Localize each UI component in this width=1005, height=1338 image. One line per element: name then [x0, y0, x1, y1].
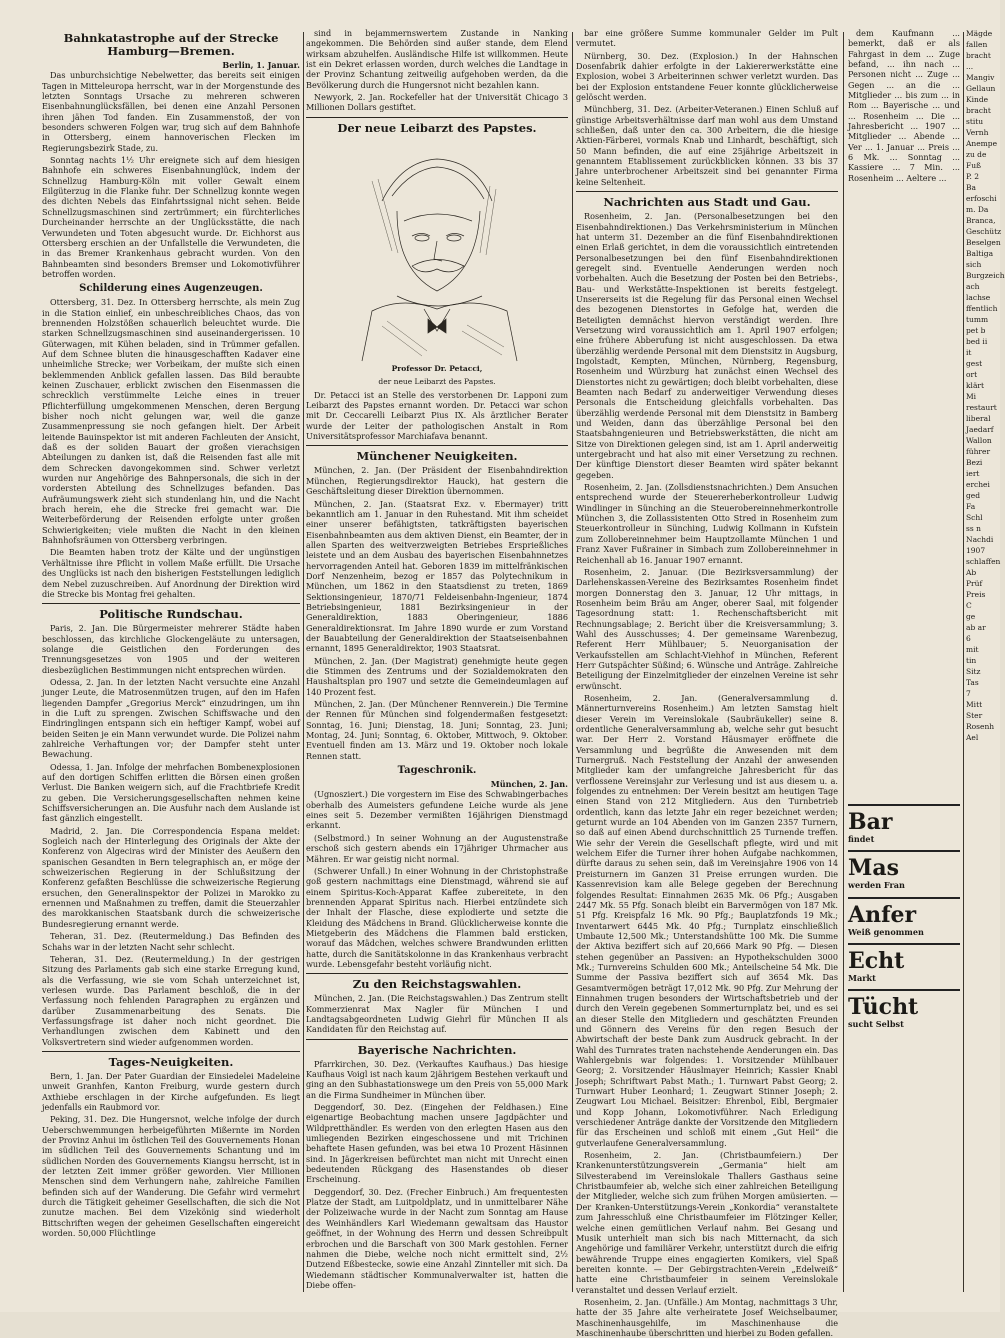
article-paragraph: Die Beamten haben trotz der Kälte und der ungünstigen Verhältnisse ihre Pflicht in vollem Maße erfüllt. Die Ursache des Unglücks ist nach den bisherigen Feststellungen lediglich dem Nebel zuzuschreiben. Auf Anordnung der Direktion wird die Strecke bis Montag frei gehalten.	[42, 547, 300, 599]
article-paragraph: bar eine größere Summe kommunaler Gelder im Pult vermutet.	[576, 28, 838, 49]
column-rule	[843, 32, 844, 1292]
cropped-line: erchei	[966, 480, 990, 489]
cropped-line: ab ar	[966, 623, 986, 632]
cropped-line: Mangiv	[966, 73, 995, 82]
section-divider	[306, 445, 568, 446]
headline-leibarzt: Der neue Leibarzt des Papstes.	[337, 120, 537, 135]
headline-muenchener-neuigkeiten: Münchener Neuigkeiten.	[356, 449, 518, 464]
dateline: München, 2. Jan.	[490, 779, 568, 790]
article-paragraph: Bern, 1. Jan. Der Pater Guardian der Einsiedelei Madeleine unweit Granhfen, Kanton Freiburg, wurde gestern durch Axthiebe erschlagen in der Kirche aufgefunden. Es liegt jedenfalls ein Raubmord vor.	[42, 1070, 300, 1112]
cropped-line: gest	[966, 359, 983, 368]
ad-text: Weiß genommen	[848, 926, 924, 937]
cropped-line: bed ii	[966, 337, 988, 346]
cropped-line: Nachdi	[966, 535, 994, 544]
ad-heading: Bar	[848, 809, 893, 835]
cropped-line: Gellaun	[966, 84, 996, 93]
headline-reichstagswahlen: Zu den Reichstagswahlen.	[352, 977, 522, 992]
cropped-line: mit	[966, 645, 979, 654]
cropped-line: Beselgen	[966, 238, 1001, 247]
cropped-line: tumm	[966, 315, 989, 324]
article-paragraph: Rosenheim, 2. Jan. (Christbaumfeiern.) Der Krankenunterstützungsverein „Germania“ hielt am Silvesterabend im Vereinslokale Thallers Gasthaus seine Christbaumfeier ab, welche sich einer zahlreichen Beteiligung der Mitglieder, welche sich zum frühen Morgen amüsierten. — Der Kranken-Unterstützungs-Verein „Konkordia“ veranstaltete zum Jahresschluß eine Christbaumfeier im Flötzinger Keller, welche einen gemütlichen Verlauf nahm. Bei Gesang und Musik unterhielt man sich bis nach Mitternacht, da sich Angehörige und familiärer Verkehr, unterstützt durch die eifrig bewährende Truppe eines engagierten Komikers, viel Spaß bereiten konnte. — Der Gebirgstrachten-Verein „Edelweiß“ hatte eine Christbaumfeier in seinem Vereinslokale veranstaltet und dessen Verlauf erzielt.	[576, 1150, 838, 1295]
article-paragraph: (Selbstmord.) In seiner Wohnung an der Augustenstraße erschoß sich gestern abends ein 17jähriger Uhrmacher aus Mähren. Er war geistig nicht normal.	[306, 832, 568, 864]
cropped-line: C	[966, 601, 972, 610]
article-paragraph: München, 2. Jan. (Die Reichstagswahlen.) Das Zentrum stellt Kommerzienrat Max Nagler für München I und Landtagsabgeordneten Ludwig Giehrl für München II als Kandidaten für den Reichstag auf.	[306, 993, 568, 1035]
cropped-line: klärt	[966, 381, 985, 390]
article-paragraph: (Ugnosziert.) Die vorgestern im Eise des Schwabingerbaches oberhalb des Aumeisters gefundene Leiche wurde als jene eines seit 5. Dezember vermißten 16jährigen Dienstmagd erkannt.	[306, 789, 568, 831]
cropped-line: Fuß	[966, 161, 982, 170]
cropped-line: iert	[966, 469, 980, 478]
cropped-line: Geschütz	[966, 227, 1002, 236]
article-paragraph: Peking, 31. Dez. Die Hungersnot, welche infolge der durch Ueberschwemmungen herbeigeführten Mißernte im Norden der Provinz Anhui im östlichen Teil des Gouvernements Honan im südlichen Teil des Gouvernements Schantung und im südlichen Norden des Gouvernements Kiangsu herrscht, ist in der letzten Zeit immer größer geworden. Vier Millionen Menschen sind dem Verhungern nahe, zahlreiche Familien befinden sich auf der Wanderung. Die Gefahr wird vermehrt durch die Tätigkeit geheimer Gesellschaften, die sich die Not zunutze machen. Bei dem Vizekönig sind wiederholt Bittschriften wegen der geheimen Gesellschaften eingereicht worden. 50,000 Flüchtlinge	[42, 1114, 300, 1239]
advertisement	[848, 897, 960, 937]
advertisement	[848, 989, 960, 1029]
cropped-line: Tas	[966, 678, 979, 687]
article-paragraph: Madrid, 2. Jan. Die Correspondencia Espana meldet: Sogleich nach der Hinterlegung des Originals der Akte der Konferenz von Algeciras wird der Minister des Aeußern den spanischen Gesandten in Bern telegraphisch an, er möge der schweizerischen Regierung in der Schlußsitzung der Konferenz gefaßten Beschlüsse die schweizerische Regierung ersuchen, den Generalinspektor der Polizei in Marokko zu ernennen und Maßnahmen zu treffen, damit die Steuerzahler des marokkanischen Staatsbank durch die schweizerische Bundesregierung ernannt werde.	[42, 825, 300, 929]
portrait-subcaption: der neue Leibarzt des Papstes.	[378, 376, 496, 386]
ad-heading: Anfer	[848, 901, 917, 928]
article-paragraph: Deggendorf, 30. Dez. (Eingehen der Feldhasen.) Eine eigenartige Beobachtung machen unsere Jagdpächter und Wildpretthändler. Es werden von den erlegten Hasen aus den umliegenden Bezirken eingeschossene und mit Trichinen behaftete Hasen gefunden, was bei etwa 10 Prozent Häsinnen sind. In Jägerkreisen befürchtet man nicht mit Unrecht einen bedeutenden Rückgang des Hasenstandes ob dieser Erscheinung.	[306, 1102, 568, 1185]
cropped-line: erfoschi	[966, 194, 997, 203]
cropped-line: 1907	[966, 546, 986, 555]
column-1	[42, 28, 300, 1304]
section-divider	[576, 191, 838, 192]
cropped-line: Baltiga	[966, 249, 994, 258]
article-paragraph: Odessa, 1. Jan. Infolge der mehrfachen Bombenexplosionen auf den dortigen Schiffen erlitten die Börsen einen großen Verlust. Die Banken weigern sich, auf die Frachtbriefe Kredit zu geben. Die Versicherungsgesellschaften nehmen keine Schiffsversicherungen an. Die Ausfuhr nach dem Auslande ist fast gänzlich eingestellt.	[42, 761, 300, 824]
article-paragraph: Deggendorf, 30. Dez. (Frecher Einbruch.) Am frequentesten Platze der Stadt, am Luitpoldplatz, und in unmittelbarer Nähe der Polizeiwache wurde in der Nacht zum Sonntag am Hause des Weinhändlers Karl Wiedemann gewaltsam das Haustor geöffnet, in der Wohnung des Herrn und dessen Schreibpult erbrochen und die Barschaft von 300 Mark gestohlen. Ferner nahmen die Diebe, welche noch nicht ermittelt sind, 2½ Dutzend Eßbestecke, sowie eine Anzahl Zinnteller mit sich. Da Wiedemann städtischer Kommunalverwalter ist, hatten die Diebe offen-	[306, 1186, 568, 1290]
cropped-line: ort	[966, 370, 978, 379]
cropped-line: liberal	[966, 414, 991, 423]
ad-text: sucht Selbst	[848, 1019, 904, 1030]
ad-heading: Echt	[848, 948, 905, 975]
headline-tages-neuigkeiten: Tages-Neuigkeiten.	[108, 1054, 234, 1069]
section-divider	[42, 603, 300, 604]
article-paragraph: Münchberg, 31. Dez. (Arbeiter-Veteranen.) Einen Schluß auf günstige Arbeitsverhältnisse darf man wohl aus dem Umstand schließen, daß unter den ca. 300 Arbeitern, die die hiesige Aktien-Färberei, vormals Knab und Linhardt, beschäftigt, sich 50 Mann befinden, die auf eine 25jährige Arbeitszeit in genanntem Etablissement zurückblicken können. 33 bis 37 Jahre unterbrochener Arbeitszeit sind bei genannter Firma keine Seltenheit.	[576, 104, 838, 187]
article-paragraph: München, 2. Jan. (Staatsrat Exz. v. Ebermayer) tritt bekanntlich am 1. Januar in den Ruhestand. Mit ihm scheidet einer unserer befähigtsten, tatkräftigsten bayerischen Eisenbahnbeamten aus dem aktiven Dienst, ein Beamter, der in allen Sparten des weitverzweigten Betriebes Ersprießliches leistete und an dem Ausbau des bayerischen Eisenbahnnetzes hervorragenden Anteil hat. Geboren 1839 im mittelfränkischen Dorf Nenzenheim, bezog er 1857 das Polytechnikum in München, um 1862 in den Staatsdienst zu treten, 1869 Sektionsingenieur, 1870/71 Feldeisenbahn-Ingenieur, 1874 Betriebsingenieur, 1881 Bezirksingenieur in der Generaldirektion, 1883 Oberingenieur, 1886 Generaldirektionsrat. Im Jahre 1890 wurde er zum Vorstand der Bauabteilung der Generaldirektion der Staatseisenbahnen ernannt, 1895 Generaldirektor, 1903 Staatsrat.	[306, 498, 568, 654]
article-paragraph: Rosenheim, 2. Jan. (Generalversammlung d. Männerturnvereins Rosenheim.) Am letzten Samstag hielt dieser Verein im Vereinslokale (Saubräukeller) seine 8. ordentliche Generalversammlung ab, welche sehr gut besucht war. Der Herr 2. Vorstand Häusmayer eröffnete die Versammlung und begrüßte die Anwesenden mit dem Turnergruß. Nach Feststellung der Anzahl der anwesenden Mitglieder kam der umfangreiche Jahresbericht für das verflossene Vereinsjahr zur Verlesung und ist aus diesem u. a. folgendes zu entnehmen: Der Verein besitzt am heutigen Tage einen Stand von 212 Mitgliedern. Aus den Turnbetrieb ordentlich, kann das letzte Jahr ein reger bezeichnet werden; geturnt wurde an 104 Abenden von im Ganzen 2357 Turnern, so daß auf einen Abend durchschnittlich 25 Turnende treffen. Wie sehr der Verein die Gesellschaft pflegte, wird und mit welchem Eifer die Turner ihrer hohen Aufgabe nachkommen, dürfte daraus zu sehen sein, daß im Vereinsjahre 1906 von 14 Preisturnern im Ganzen 31 Preise errungen wurden. Die Kassenrevision kam alle Belege gegeben der Berechnung folgendes Resultat: Einnahmen 2635 Mk. 06 Pfg.; Ausgaben 2447 Mk. 55 Pfg. Sonach bleibt ein Barvermögen von 187 Mk. 51 Pfg. Kreispfalz 16 Mk. 90 Pfg.; Bauplatzfonds 19 Mk.; Inventarwert 6445 Mk. 40 Pfg.; Turnplatz einschließlich Umbaute 12,500 Mk.; Unterstandshütte 100 Mk. Die Summe der Aktiva beziffert sich auf 20,666 Mark 90 Pfg. — Diesen stehen gegenüber an Passiven: an Hypothekschulden 3000 Mk.; Turnvereins Schulden 600 Mk.; Anteilscheine 54 Mk. Die Summe der Passiva beziffert sich auf 3654 Mk. Das Gesamtvermögen beträgt 17,012 Mk. 90 Pfg. Zur Mehrung der Einnahmen trugen besonders der Wirtschaftsbetrieb und der durch den Verein gegebenen Sommerturnplatz bei, und es sei an dieser Stelle den Mitgliedern und geschätzten Freunden und Gönnern des Vereins für den regen Besuch der Abwirtschaft der beste Dank zum Ausdruck gebracht. In der Wahl des Turnrates traten nachstehende Aenderungen ein. Das Wahlergebnis war folgendes: 1. Vorsitzender Mühlbauer Georg; 2. Vorsitzender Häuslmayer Heinrich; Kassier Knabl Joseph; Schriftwart Pabst Math.; 1. Turnwart Pabst Georg; 2. Turnwart Huber Leonhard; 1. Zeugwart Stinner Joseph; 2. Zeugwart Lou Michael. Beisitzer: Ehrenbol, Eibl, Bergmaier und Kopp Johann, Lokomotivführer. Nach Erledigung verschiedener Anträge dankte der Vorsitzende den Mitgliedern für das Erscheinen und schloß mit einem „Gut Heil“ die gutverlaufene Generalversammlung.	[576, 692, 838, 1148]
cropped-line: Mi	[966, 392, 977, 401]
article-paragraph: Pfarrkirchen, 30. Dez. (Verkauftes Kaufhaus.) Das hiesige Kaufhaus Voigl ist nach kaum 2jährigem Bestehen verkauft und ging an den Subhastationswege um den Preis von 55,000 Mark an die Firma Sundheimer in München über.	[306, 1058, 568, 1100]
ad-heading: Tücht	[848, 994, 919, 1021]
headline-augenzeuge: Schilderung eines Augenzeugen.	[79, 283, 263, 295]
article-paragraph: Nürnberg, 30. Dez. (Explosion.) In der Hahnschen Dosenfabrik dahier erfolgte in der Lakiererwerkstätte eine Explosion, wobei 3 Arbeiterinnen schwer verletzt wurden. Das bei der Explosion entstandene Feuer konnte glücklicherweise gelöscht werden.	[576, 50, 838, 103]
cropped-lines	[966, 72, 1005, 743]
cropped-line: Ael	[966, 733, 979, 742]
section-divider	[306, 973, 568, 974]
article-paragraph: Sonntag nachts 1½ Uhr ereignete sich auf dem hiesigen Bahnhofe ein schweres Eisenbahnunglück, indem der Schnellzug Hamburg-Köln mit voller Gewalt einem Eilgüterzug in die Flanke fuhr. Der Schnellzug konnte wegen des dichten Nebels das Einfahrtssignal nicht sehen. Beide Schnellzugsmaschinen sind zertrümmert; ein fürchterliches Durcheinander herrschte an der Unglücksstätte, die nach Verwundeten und Toten abgesucht wurde. Dr. Eichhorst aus Ottersberg erschien an der Unfallstelle die Verwundeten, die in das Bremer Krankenhaus gebracht wurden. Von den Bahnbeamten sind besonders Bremser und Lokomotivführer betroffen worden.	[42, 155, 300, 279]
article-paragraph: München, 2. Jan. (Der Präsident der Eisenbahndirektion München, Regierungsdirektor Hauck), hat gestern die Geschäftsleitung dieser Direktion übernommen.	[306, 465, 568, 497]
article-paragraph: Das unburchsichtige Nebelwetter, das bereits seit einigen Tagen in Mitteleuropa herrscht, war in der Morgenstunde des letzten Sonntags Ursache zu mehreren schweren Eisenbahnunglücksfällen, bei denen eine Anzahl Personen ihren jähen Tod fanden. Ein Zusammenstoß, der von besonders schweren Folgen war, trug sich auf dem Bahnhofe in Ottersberg, einem hannoverischen Flecken im Regierungsbezirk Stade, zu.	[42, 70, 300, 153]
cropped-line: lachse	[966, 293, 991, 302]
article-paragraph: Teheran, 31. Dez. (Reutermeldung.) In der gestrigen Sitzung des Parlaments gab sich eine starke Erregung kund, als die Verfassung, wie sie vom Schah unterzeichnet ist, verlesen wurde. Das Parlament beschloß, die in der Verfassung noch fehlenden Paragraphen zu ergänzen und darüber Zusammenarbeitung des Senats. Die Verfassungsfrage ist daher noch nicht geordnet. Die Verhandlungen zwischen dem Kabinett und den Volksvertretern sind wieder aufgenommen worden.	[42, 953, 300, 1047]
cropped-line: Vernh	[966, 128, 989, 137]
cropped-line: Ab	[966, 568, 977, 577]
cropped-line: stitu	[966, 117, 984, 126]
cropped-text: Mägde fallen bracht ...	[966, 29, 993, 71]
article-paragraph: Teheran, 31. Dez. (Reutermeldung.) Das Befinden des Schahs war in der letzten Nacht sehr schlecht.	[42, 931, 300, 952]
article-paragraph: München, 2. Jan. (Der Magistrat) genehmigte heute gegen die Stimmen des Zentrums und der Sozialdemokraten den Haushaltsplan pro 1907 und setzte die Gemeindeumlagen auf 140 Prozent fest.	[306, 655, 568, 697]
cropped-line: schlaffen	[966, 557, 1001, 566]
column-3	[576, 28, 838, 1338]
column-rule	[572, 32, 573, 1292]
article-paragraph: Ottersberg, 31. Dez. In Ottersberg herrschte, als mein Zug in die Station einlief, ein unbeschreibliches Chaos, das von brennenden Holzstößen schauerlich beleuchtet wurde. Die starken Schnellzugsmaschinen sind auseinandergerissen. 10 Güterwagen, mit Kühen beladen, sind in Trümmer gefallen. Auf dem Schnee bluten die hinausgeschafften Kadaver eine unheimliche Strecke; wer Vorbeikam, der mußte sich einen beklemmenden Anblick gefallen lassen. Das Bild beraubte keinen Zuschauer, erblickt zwischen den Eisenmassen die schrecklich verstümmelte Leiche eines in treuer Pflichterfüllung umgekommenen Menschen, deren Bergung bisher noch nicht gelungen war, weil die ganze Zusammenpressung sie noch gefangen hielt. Der Arbeit leitende Bauinspektor ist mit anderen Fachleuten der Ansicht, daß es der soliden Bauart der großen vierachsigen Abteilungen zu danken ist, daß die Reisenden fast alle mit dem Schrecken davongekommen sind. Schwer verletzt wurden nur Angehörige des Bahnpersonals, die sich in der vordersten Abteilung des Schnellzuges befanden. Das Aufräumungswerk zieht sich stundenlang hin, und die Nacht brach herein, ehe die Strecke frei gemacht war. Die Weiterbeförderung der Reisenden erfolgte unter großen Schwierigkeiten; viele mußten die Nacht in den kleinen Bahnhofsräumen von Ottersberg verbringen.	[42, 297, 300, 546]
advertisement	[848, 850, 960, 890]
cropped-line: Ba	[966, 183, 976, 192]
section-divider	[306, 117, 568, 118]
advertisement	[848, 943, 960, 983]
section-divider	[42, 1051, 300, 1052]
cropped-line: Wallon	[966, 436, 992, 445]
cropped-line: Fa	[966, 502, 976, 511]
article-paragraph: Paris, 2. Jan. Die Bürgermeister mehrerer Städte haben beschlossen, das kirchliche Glockengeläute zu untersagen, solange die Geistlichen den Forderungen des Trennungsgesetzes von 1905 und der weiteren diesbezüglichen Bestimmungen nicht entsprechen würden.	[42, 623, 300, 675]
article-paragraph: Rosenheim, 2. Jan. (Unfälle.) Am Montag, nachmittags 3 Uhr, hatte der 35 Jahre alte verheiratete Josef Weichselbaumer, Maschinenhausgehilfe, im Maschinenhause die Maschinenhaube überschritten und hierbei zu Boden gefallen.	[576, 1296, 838, 1338]
cropped-line: bracht	[966, 106, 991, 115]
article-paragraph: Odessa, 2. Jan. In der letzten Nacht versuchte eine Anzahl junger Leute, die Matrosenmützen trugen, auf den im Hafen liegenden Dampfer „Gregorius Merck“ einzudringen, um ihn in die Luft zu sprengen. Zwischen Schiffswache und den Eindringlingen entspann sich ein heftiger Kampf, wobei auf beiden Seiten je ein Mann verwundet wurde. Die Polizei nahm zahlreiche Verhaftungen vor; der Dampfer steht unter Bewachung.	[42, 676, 300, 760]
cropped-line: ss n	[966, 524, 981, 533]
cropped-line: Preis	[966, 590, 986, 599]
cropped-line: sich	[966, 260, 982, 269]
cropped-line: 7	[966, 689, 971, 698]
headline-bahnkatastrophe: Bahnkatastrophe auf der Strecke Hamburg—Bremen.	[63, 31, 279, 58]
article-paragraph: Dr. Petacci ist an Stelle des verstorbenen Dr. Lapponi zum Leibarzt des Papstes ernannt worden. Dr. Petacci war schon mit Dr. Ceccarelli Leibarzt Pius IX. Als ärztlicher Berater wurde der Leiter der pathologischen Anstalt in Rom Universitätsprofessor Marchiafava benannt.	[306, 389, 568, 442]
advertisement	[848, 804, 960, 844]
headline-tageschronik: Tageschronik.	[397, 765, 477, 777]
headline-stadt-und-gau: Nachrichten aus Stadt und Gau.	[603, 195, 811, 210]
cropped-text: dem Kaufmann ... bemerkt, daß er als Fahrgast in dem ... Zuge befand, ... ihn nach ... Personen nicht ... Zuge ... Gegen ... an die ... Mitglieder ... bis zum ... in Rom ... Bayerische ... und ... Rosenheim ... Die ... Jahresbericht ... 1907 ... Mitglieder ... Abende ... Ver ... 1. Januar ... Preis ... 6 Mk. ... Sonntag ... Kassiere ... 7 Min. ... Rosenheim ... Aeltere ...	[848, 28, 960, 183]
cropped-line: ge	[966, 612, 976, 621]
cropped-line: P. 2	[966, 172, 980, 181]
headline-politische-rundschau: Politische Rundschau.	[99, 607, 243, 622]
cropped-line: Burgzeich	[966, 271, 1005, 280]
cropped-line: tin	[966, 656, 977, 665]
column-rule	[963, 32, 964, 1292]
cropped-line: Schl	[966, 513, 983, 522]
ad-text: Markt	[848, 973, 876, 984]
article-paragraph: München, 2. Jan. (Der Münchener Rennverein.) Die Termine der Rennen für München sind folgendermaßen festgesetzt: Sonntag, 16. Juni; Dienstag, 18. Juni; Sonntag, 23. Juni; Montag, 24. Juni; Sonntag, 6. Oktober, Mittwoch, 9. Oktober. Eventuell finden am 13. März und 19. Oktober noch lokale Rennen statt.	[306, 699, 568, 761]
cropped-line: Kinde	[966, 95, 989, 104]
column-2	[306, 28, 568, 1304]
ad-heading: Mas	[848, 855, 899, 882]
cropped-line: pet b	[966, 326, 986, 335]
cropped-line: restaurt	[966, 403, 997, 412]
cropped-line: Prüf	[966, 579, 983, 588]
cropped-line: Rosenh	[966, 722, 995, 731]
cropped-line: führer	[966, 447, 991, 456]
cropped-line: Ster	[966, 711, 983, 720]
ad-text: werden Fran	[848, 880, 905, 891]
column-rule	[303, 32, 304, 1292]
cropped-line: zu de	[966, 150, 987, 159]
portrait-engraving	[342, 141, 532, 361]
article-paragraph: Rosenheim, 2. Jan. (Zollsdienstsnachrichten.) Dem Ansuchen entsprechend wurde der Steuererheberkontrolleur Ludwig Windlinger in Sünching an die Steuerobereinnehmerkontrolle München 3, die Zollassistenten Otto Stred in Rosenheim zum Steuerkontrolleur in Sünching, Ludwig Kollmann in Kufstein zum Zollobereinnehmer beim Hauptzollamte München 1 und Franz Xaver Fußrainer in Simbach zum Zollobereinnehmer in Reichenhall ab 16. Januar 1907 ernannt.	[576, 482, 838, 565]
section-divider	[306, 1039, 568, 1040]
article-paragraph: Rosenheim, 2. Jan. (Personalbesetzungen bei den Eisenbahndirektionen.) Das Verkehrsministerium in München hat unterm 31. Dezember an die fünf Eisenbahndirektionen einen Erlaß gerichtet, in dem die voraussichtlich eintretenden Personalbesetzungen bei den fünf Eisenbahndirektionen geregelt sind. Eventuelle Aenderungen werden noch vorbehalten. Auch die Besetzung der Posten bei den Betriebs-, Bau- und Werkstätte-Inspektionen ist bereits festgelegt. Unsererseits ist die Regelung für das Personal einen Wechsel des bezogenen Dienstortes in Gefolge hat, werden die Beteiligten demnächst hiervon verständigt werden. Ihre Versetzung wird voraussichtlich am 1. April 1907 erfolgen; eine frühere Abberufung ist nicht ausgeschlossen. Da etwa überzählig werdende Personal mit dem Dienstsitz in Augsburg, Ingolstadt, Kempten, München, Nürnberg, Regensburg, Rosenheim und Würzburg hat zunächst einen Wechsel des Dienstortes nicht zu gewärtigen; doch bleibt vorbehalten, diese Beamten nach Bedarf zu anderweitiger Verwendung dieses Personals die Entscheidung gleichfalls vorbehalten. Das überzählig werdende Personal mit dem Dienstsitz in Bamberg und Weiden, dann das überzählige Personal bei den Staatsbahngenieuren und Betriebswerkstätten, die nicht am Sitze von Direktionen gelegen sind, ist am 1. April anderweitig untergebracht und hat also mit einer Versetzung zu rechnen. Der künftige Dienstort dieser Beamten wird später bekannt gegeben.	[576, 211, 838, 480]
cropped-line: Sitz	[966, 667, 981, 676]
article-paragraph: (Schwerer Unfall.) In einer Wohnung in der Christophstraße goß gestern nachmittags eine Dienstmagd, während sie auf einem Spiritus-Koch-Apparat Kaffee zubereitete, in den brennenden Apparat Spiritus nach. Hierbei entzündete sich der Inhalt der Flasche, diese explodierte und setzte die Kleidung des Mädchens in Brand. Glücklicherweise konnte die Mietgeberin des Mädchens die Flammen bald ersticken, worauf das Mädchen, welches schwere Brandwunden erlitten hatte, durch die Sanitätskolonne in das Krankenhaus verbracht wurde. Lebensgefahr besteht vorläufig nicht.	[306, 865, 568, 969]
headline-bayerische-nachrichten: Bayerische Nachrichten.	[357, 1042, 517, 1057]
article-paragraph: Rosenheim, 2. Januar. (Die Bezirksversammlung) der Darlehenskassen-Vereine des Bezirksamtes Rosenheim findet morgen Donnerstag den 3. Januar, 12 Uhr mittags, in Rosenheim beim Bräu am Anger, oberer Saal, mit folgender Tagesordnung statt: 1. Rechenschaftsbericht mit Rechnungsablage; 2. Bericht über die Kreisversammlung; 3. Wahl des Ausschusses; 4. Der gemeinsame Warenbezug, Referent Herr Mühlbauer; 5. Neuorganisation der Verkaufsstellen am Schlacht-Viehhof in München, Referent Herr Gutspächter Süßind; 6. Wünsche und Anträge. Zahlreiche Beteiligung der Einzelmitglieder der einzelnen Vereine ist sehr erwünscht.	[576, 566, 838, 691]
ad-text: findet	[848, 834, 875, 844]
cropped-line: ged	[966, 491, 981, 500]
cropped-line: it	[966, 348, 972, 357]
portrait-caption: Professor Dr. Petacci,	[391, 363, 483, 373]
column-5	[966, 28, 1005, 1304]
cropped-line: 6	[966, 634, 971, 643]
cropped-line: Jaedarf	[966, 425, 994, 434]
cropped-line: ach	[966, 282, 980, 291]
cropped-line: Branca,	[966, 216, 996, 225]
cropped-line: Bezi	[966, 458, 983, 467]
article-paragraph: sind in bejammernswertem Zustande in Nanking angekommen. Die Behörden sind außer stande, dem Elend wirksam abzuhelfen. Ausländische Hilfe ist willkommen. Heute ist ein Dekret erlassen worden, durch welches die Landtage in der Provinz Schantung zeitweilig aufgehoben werden, da die Bevölkerung durch die Hungersnot nicht bezahlen kann.	[306, 28, 568, 90]
cropped-line: m. Da	[966, 205, 989, 214]
cropped-line: Mitt	[966, 700, 983, 709]
cropped-line: ffentlich	[966, 304, 998, 313]
dateline: Berlin, 1. Januar.	[222, 60, 300, 70]
article-paragraph: Newyork, 2. Jan. Rockefeller hat der Universität Chicago 3 Millionen Dollars gestiftet.	[306, 92, 568, 113]
cropped-line: Anempe	[966, 139, 998, 148]
column-4	[848, 28, 960, 1304]
